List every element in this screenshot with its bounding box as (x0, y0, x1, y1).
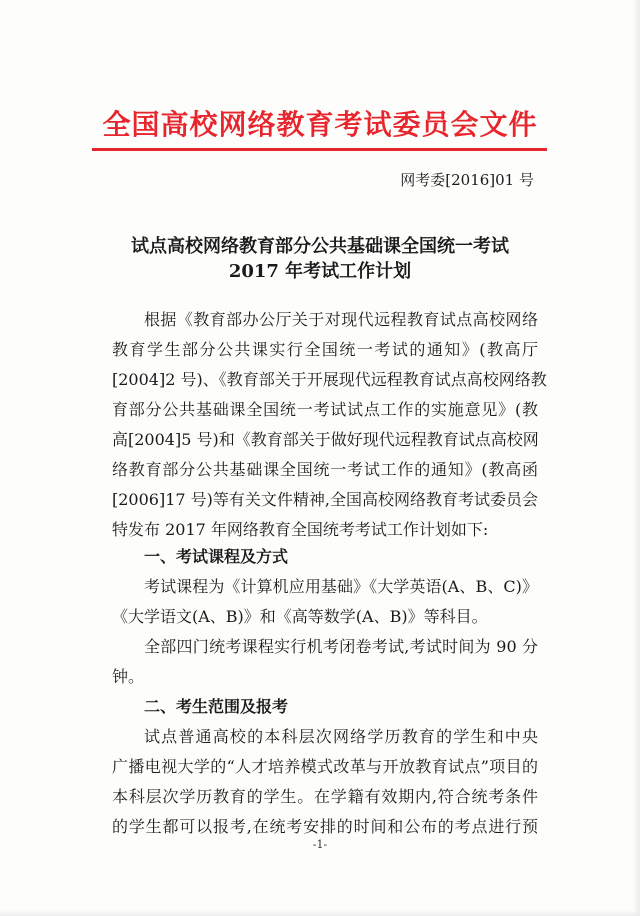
section-2-heading: 二、考生范围及报考 (144, 697, 289, 716)
paragraph-1-line: 络教育部分公共基础课全国统一考试工作的通知》(教高函 (112, 460, 538, 479)
paragraph-1-line: 特发布 2017 年网络教育全国统考考试工作计划如下: (112, 520, 489, 539)
document-title-line-2: 2017 年考试工作计划 (228, 261, 412, 282)
section-2-paragraph-line: 的学生都可以报考,在统考安排的时间和公布的考点进行预 (112, 817, 538, 836)
issuing-authority-header: 全国高校网络教育考试委员会文件 (102, 108, 538, 141)
paragraph-1-line: 教育学生部分公共课实行全国统一考试的通知》(教高厅 (112, 340, 538, 359)
paragraph-1-line: [2004]2 号)、《教育部关于开展现代远程教育试点高校网络教 (112, 370, 547, 389)
section-1-paragraph-line: 考试课程为《计算机应用基础》《大学英语(A、B、C)》 (144, 577, 538, 596)
header-red-rule (92, 148, 547, 151)
section-2-paragraph-line: 本科层次学历教育的学生。在学籍有效期内,符合统考条件 (112, 787, 538, 806)
section-1-heading: 一、考试课程及方式 (144, 547, 289, 566)
paragraph-1-line: [2006]17 号)等有关文件精神,全国高校网络教育考试委员会 (112, 490, 538, 509)
section-2-paragraph-line: 广播电视大学的“人才培养模式改革与开放教育试点”项目的 (112, 757, 538, 776)
section-1-paragraph-line: 钟。 (112, 667, 145, 686)
paragraph-1-line: 根据《教育部办公厅关于对现代远程教育试点高校网络 (144, 310, 538, 329)
paragraph-1-line: 育部分公共基础课全国统一考试试点工作的实施意见》(教 (112, 400, 538, 419)
document-title-line-1: 试点高校网络教育部分公共基础课全国统一考试 (131, 236, 509, 257)
section-1-paragraph-line: 全部四门统考课程实行机考闭卷考试,考试时间为 90 分 (144, 637, 538, 656)
section-2-paragraph-line: 试点普通高校的本科层次网络学历教育的学生和中央 (144, 727, 538, 746)
scan-edge-shadow-bottom (0, 910, 640, 916)
paragraph-1-line: 高[2004]5 号)和《教育部关于做好现代远程教育试点高校网 (112, 430, 539, 449)
section-1-paragraph-line: 《大学语文(A、B)》和《高等数学(A、B)》等科目。 (112, 607, 488, 626)
page-number: -1- (312, 838, 328, 851)
document-number: 网考委[2016]01 号 (400, 171, 534, 189)
